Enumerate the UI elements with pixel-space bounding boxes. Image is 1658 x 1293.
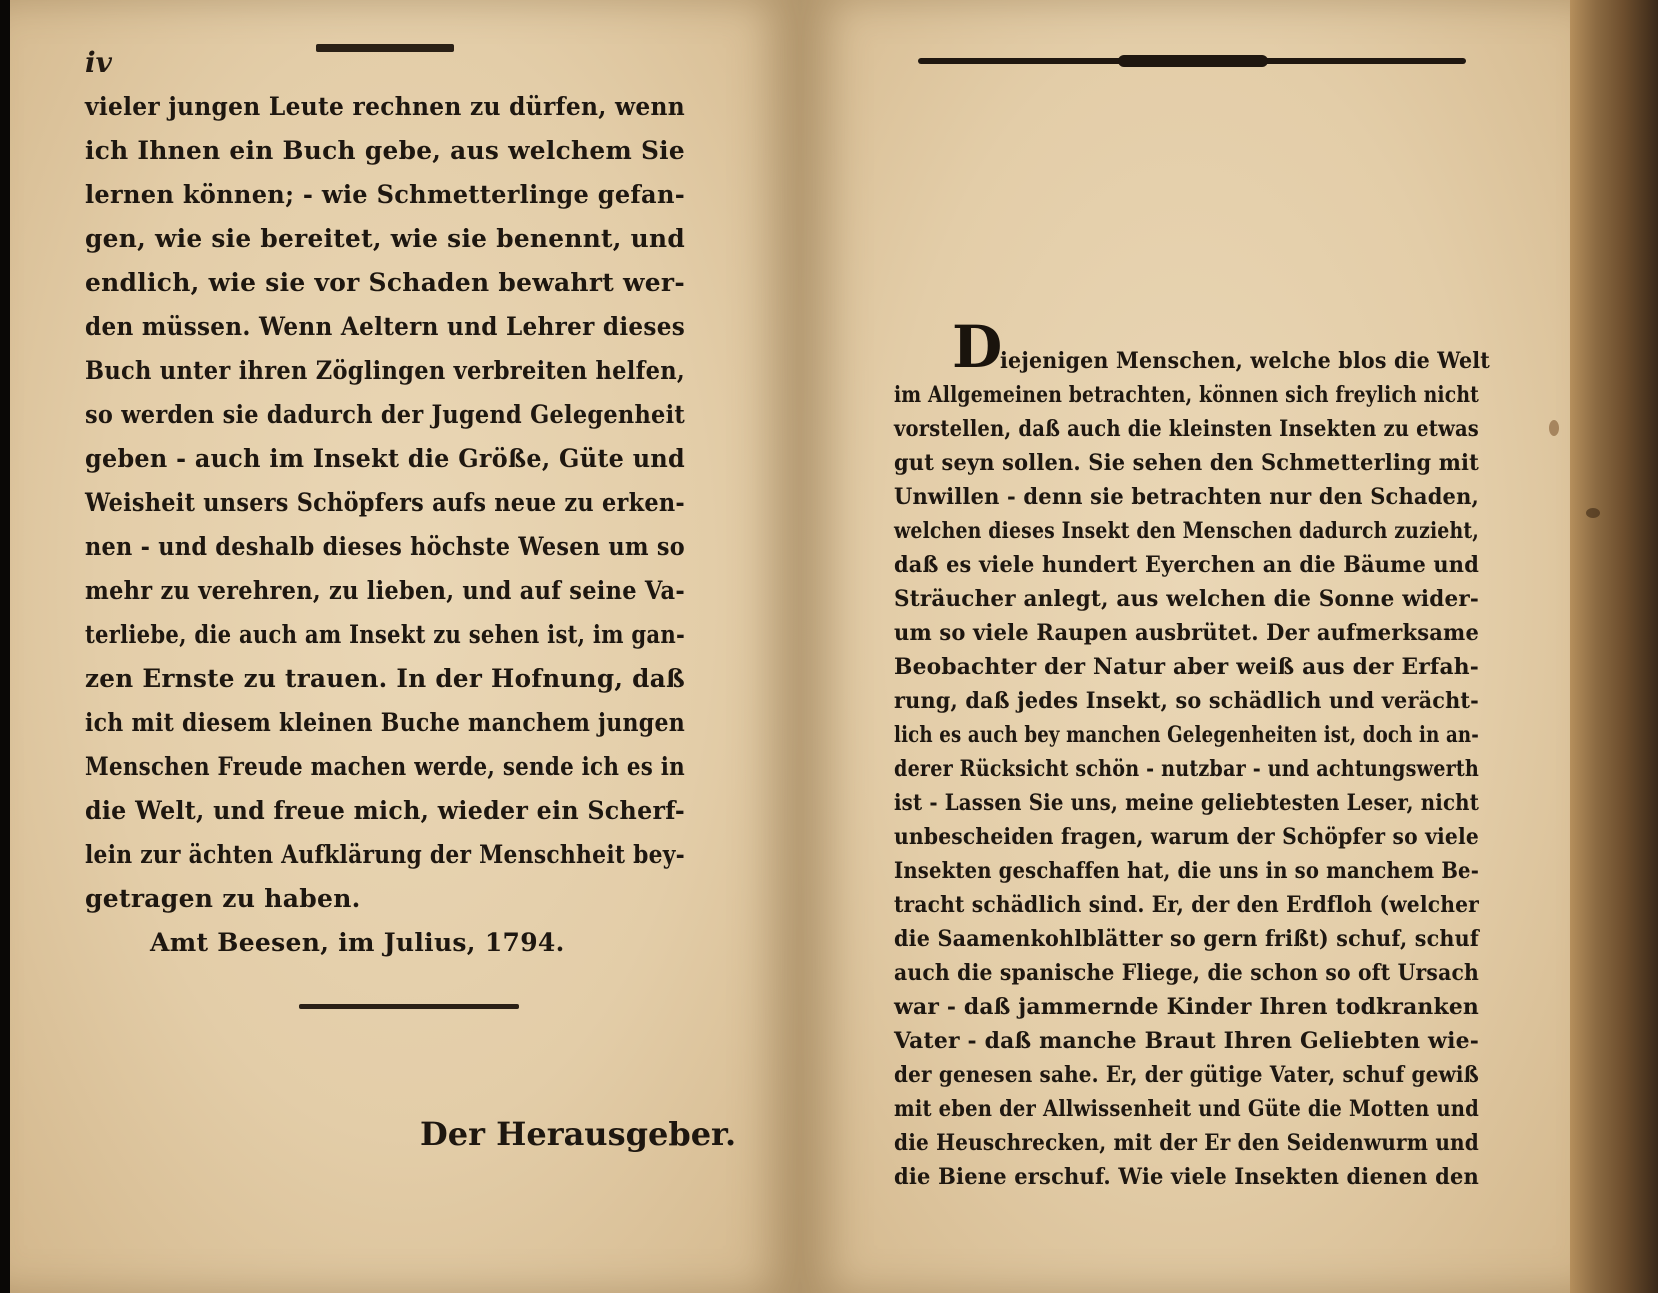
text-line: der genesen sahe. Er, der gütige Vater, schuf gewiß bbox=[894, 1062, 1479, 1088]
text-line: geben - auch im Insekt die Größe, Güte und bbox=[85, 444, 685, 473]
text-line: derer Rücksicht schön - nutzbar - und achtungswerth bbox=[894, 756, 1479, 782]
text-line: so werden sie dadurch der Jugend Gelegenheit bbox=[85, 400, 685, 429]
text-line: Buch unter ihren Zöglingen verbreiten helfen, bbox=[85, 356, 685, 385]
text-line: die Saamenkohlblätter so gern frißt) schuf, schuf bbox=[894, 926, 1479, 952]
text-line: vieler jungen Leute rechnen zu dürfen, wenn bbox=[85, 92, 685, 121]
text-line: Vater - daß manche Braut Ihren Geliebten wie- bbox=[894, 1028, 1479, 1054]
text-line: im Allgemeinen betrachten, können sich freylich nicht bbox=[894, 382, 1479, 408]
text-line: ich Ihnen ein Buch gebe, aus welchem Sie bbox=[85, 136, 685, 165]
text-line: die Biene erschuf. Wie viele Insekten dienen den bbox=[894, 1164, 1479, 1190]
text-line: war - daß jammernde Kinder Ihren todkranken bbox=[894, 994, 1479, 1020]
dateline: Amt Beesen, im Julius, 1794. bbox=[150, 928, 565, 957]
text-line: rung, daß jedes Insekt, so schädlich und verächt- bbox=[894, 688, 1479, 714]
text-line: tracht schädlich sind. Er, der den Erdfloh (welcher bbox=[894, 892, 1479, 918]
text-line: lernen können; - wie Schmetterlinge gefan- bbox=[85, 180, 685, 209]
text-line: Beobachter der Natur aber weiß aus der Erfah- bbox=[894, 654, 1479, 680]
text-line: vorstellen, daß auch die kleinsten Insekten zu etwas bbox=[894, 416, 1479, 442]
text-line: die Welt, und freue mich, wieder ein Scherf- bbox=[85, 796, 685, 825]
text-line: lich es auch bey manchen Gelegenheiten ist, doch in an- bbox=[894, 722, 1479, 748]
header-rule bbox=[316, 44, 454, 52]
text-line: zen Ernste zu trauen. In der Hofnung, daß bbox=[85, 664, 685, 693]
book-edge bbox=[1570, 0, 1658, 1293]
header-ornament-rule bbox=[918, 58, 1466, 64]
signature: Der Herausgeber. bbox=[420, 1115, 737, 1153]
text-line: um so viele Raupen ausbrütet. Der aufmerksame bbox=[894, 620, 1479, 646]
page-number: iv bbox=[85, 46, 112, 79]
text-line: lein zur ächten Aufklärung der Menschheit bey- bbox=[85, 840, 685, 869]
text-line: Unwillen - denn sie betrachten nur den Schaden, bbox=[894, 484, 1479, 510]
text-line: iejenigen Menschen, welche blos die Welt bbox=[1000, 348, 1490, 374]
text-line: ich mit diesem kleinen Buche manchem jungen bbox=[85, 708, 685, 737]
text-line: gen, wie sie bereitet, wie sie benennt, und bbox=[85, 224, 685, 253]
text-line: welchen dieses Insekt den Menschen dadurch zuzieht, bbox=[894, 518, 1479, 544]
text-line: endlich, wie sie vor Schaden bewahrt wer- bbox=[85, 268, 685, 297]
drop-cap: D bbox=[952, 313, 1003, 381]
text-line: Weisheit unsers Schöpfers aufs neue zu erken- bbox=[85, 488, 685, 517]
text-line: mehr zu verehren, zu lieben, und auf seine Va- bbox=[85, 576, 685, 605]
text-line: gut seyn sollen. Sie sehen den Schmetterling mit bbox=[894, 450, 1479, 476]
text-line: auch die spanische Fliege, die schon so oft Ursach bbox=[894, 960, 1479, 986]
text-line: unbescheiden fragen, warum der Schöpfer so viele bbox=[894, 824, 1479, 850]
text-line: ist - Lassen Sie uns, meine geliebtesten Leser, nicht bbox=[894, 790, 1479, 816]
paper-stain bbox=[1549, 420, 1559, 436]
text-line: Menschen Freude machen werde, sende ich es in bbox=[85, 752, 685, 781]
text-line: den müssen. Wenn Aeltern und Lehrer dieses bbox=[85, 312, 685, 341]
text-line: getragen zu haben. bbox=[85, 884, 361, 913]
text-line: Insekten geschaffen hat, die uns in so manchem Be- bbox=[894, 858, 1479, 884]
text-line: terliebe, die auch am Insekt zu sehen ist, im gan- bbox=[85, 620, 685, 649]
closing-rule bbox=[299, 1004, 519, 1009]
text-line: die Heuschrecken, mit der Er den Seidenwurm und bbox=[894, 1130, 1479, 1156]
text-line: Sträucher anlegt, aus welchen die Sonne wider- bbox=[894, 586, 1479, 612]
text-line: nen - und deshalb dieses höchste Wesen um so bbox=[85, 532, 685, 561]
text-line: daß es viele hundert Eyerchen an die Bäume und bbox=[894, 552, 1479, 578]
paper-stain bbox=[1586, 508, 1600, 518]
text-line: mit eben der Allwissenheit und Güte die Motten und bbox=[894, 1096, 1479, 1122]
